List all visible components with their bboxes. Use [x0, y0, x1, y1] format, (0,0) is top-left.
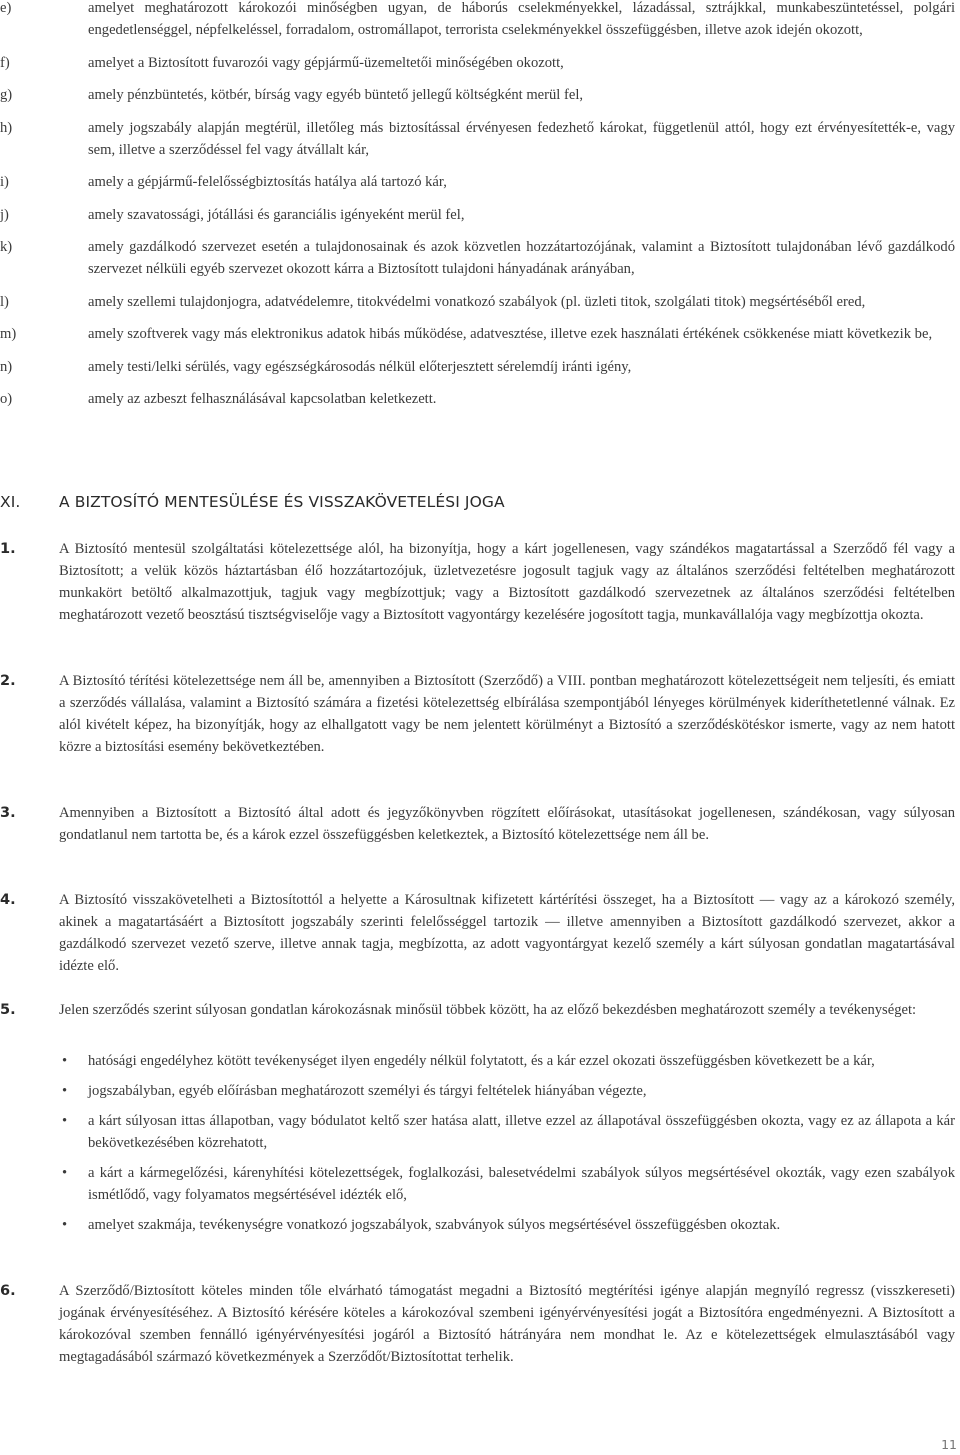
bullet-item — [0, 1080, 960, 1102]
list-item-text: amely jogszabály alapján megtérül, illetőleg más biztosítással érvényesen fedezhető károkat, függetlenül attól, hogy ezt érvényesítették-e, vagy sem, illetve a szerződéssel fel vagy átvállalt kár, — [88, 119, 955, 158]
list-item — [0, 204, 960, 226]
list-item — [0, 291, 960, 313]
list-item-label: n) — [0, 358, 13, 375]
list-item-text: amely gazdálkodó szervezet esetén a tulajdonosainak és azok közvetlen hozzátartozójának, valamint a Biztosított tulajdonában lévő gazdálkodó szervezet nélküli egyéb szervezet okozott kárra a Biztosított tulajdoni hányadának arányában, — [88, 239, 955, 277]
bullet-item — [0, 1162, 960, 1206]
bullet-list — [0, 1050, 960, 1244]
paragraph-number: 2. — [0, 673, 16, 689]
list-item-label: h) — [0, 119, 13, 136]
list-item-label: j) — [0, 206, 9, 223]
list-item — [0, 356, 960, 378]
list-item-label: f) — [0, 54, 10, 71]
list-item-text: amely pénzbüntetés, kötbér, bírság vagy egyéb büntető jellegű költségként merül fel, — [88, 87, 584, 103]
bullet-icon: • — [62, 1053, 68, 1069]
paragraph-text: Jelen szerződés szerint súlyosan gondatlan károkozásnak minősül többek között, ha az előző bekezdésben meghatározott személy a tevékenységet: — [59, 1002, 917, 1018]
list-item-label: o) — [0, 391, 13, 407]
bullet-text: amelyet szakmája, tevékenységre vonatkozó jogszabályok, szabványok súlyos megsértésével összefüggésben okoztak. — [88, 1217, 781, 1233]
list-item — [0, 117, 960, 161]
list-item — [0, 388, 960, 410]
paragraph-text: A Biztosító mentesül szolgáltatási kötelezettsége alól, ha bizonyítja, hogy a kárt jogellenesen, vagy szándékos magatartással a Szerződő fél vagy a Biztosított; a velük közös háztartásban élő hozzátartozójuk, üzletvezetésre jogosult tagjuk vagy az általános szerződési feltételben meghatározott munkakört betöltő alkalmazottjuk, tagjuk vagy megbízottjuk; vagy a Biztosított gazdálkodó szervezetnek az általános szerződési feltételben meghatározott vezető beosztású tisztségviselője vagy a Biztosított vagyontárgy kezelésére jogosított tagja, munkavállalója vagy megbízottja okozta. — [59, 541, 955, 623]
list-item-text: amely az azbeszt felhasználásával kapcsolatban keletkezett. — [88, 391, 437, 407]
list-item-text: amely szellemi tulajdonjogra, adatvédelemre, titokvédelmi vonatkozó szabályok (pl. üzleti titok, szolgálati titok) megsértéséből ered, — [88, 293, 866, 310]
bullet-item — [0, 1050, 960, 1072]
paragraph-text: A Biztosító térítési kötelezettsége nem áll be, amennyiben a Biztosított (Szerződő) a VIII. pontban meghatározott kötelezettségeit nem teljesíti, és emiatt a szerződés vállalása, valamint a Biztosító számára a fizetési kötelezettség elbírálása szempontjából lényeges körülmények kideríthetetlenné válnak. Ez alól kivételt képez, ha bizonyítják, hogy az elhallgatott vagy be nem jelentett körülményt a Biztosító a szerződéskötéskor ismerte, vagy az nem hatott közre a biztosítási esemény bekövetkeztében. — [59, 673, 955, 755]
numbered-paragraph — [0, 802, 960, 846]
bullet-text: a kárt a kármegelőzési, kárenyhítési kötelezettségek, foglalkozási, balesetvédelmi szabályok súlyos megsértésével okozták, vagy ezen szabályok ismétlődő, vagy folyamatos megsértésével idézték elő, — [88, 1165, 955, 1203]
bullet-text: jogszabályban, egyéb előírásban meghatározott személyi és tárgyi feltételek hiányában végezte, — [88, 1083, 647, 1099]
section-number: XI. — [0, 493, 21, 511]
bullet-item — [0, 1214, 960, 1236]
exclusion-list — [0, 0, 960, 421]
list-item — [0, 52, 960, 74]
paragraph-number: 6. — [0, 1283, 16, 1299]
list-item — [0, 84, 960, 106]
page-number: 11 — [941, 1437, 957, 1452]
list-item — [0, 236, 960, 280]
paragraph-number: 4. — [0, 892, 16, 908]
list-item-text: amely a gépjármű-felelősségbiztosítás hatálya alá tartozó kár, — [88, 174, 447, 190]
bullet-text: a kárt súlyosan ittas állapotban, vagy bódulatot keltő szer hatása alatt, illetve ezzel az állapotával összefüggésben okozta, vagy ez az állapota a kár bekövetkezésében közrehatott, — [88, 1113, 955, 1151]
bullet-icon: • — [62, 1083, 68, 1099]
section-title: A BIZTOSÍTÓ MENTESÜLÉSE ÉS VISSZAKÖVETELÉSI JOGA — [59, 493, 505, 511]
numbered-paragraph — [0, 889, 960, 977]
list-item-text: amely testi/lelki sérülés, vagy egészségkárosodás nélkül előterjesztett sérelemdíj iránti igény, — [88, 358, 632, 375]
list-item-label: l) — [0, 293, 9, 310]
numbered-paragraph — [0, 999, 960, 1021]
bullet-icon: • — [62, 1113, 68, 1129]
bullet-text: hatósági engedélyhez kötött tevékenységet ilyen engedély nélkül folytatott, és a kár ezzel okozati összefüggésben következett be a kár, — [88, 1053, 875, 1069]
numbered-paragraph — [0, 538, 960, 626]
bullet-icon: • — [62, 1165, 68, 1181]
bullet-item — [0, 1110, 960, 1154]
numbered-paragraph — [0, 670, 960, 758]
list-item-text: amelyet a Biztosított fuvarozói vagy gépjármű-üzemeltetői minőségében okozott, — [88, 54, 564, 71]
bullet-icon: • — [62, 1217, 68, 1233]
list-item-text: amely szoftverek vagy más elektronikus adatok hibás működése, adatvesztése, illetve ezek használati értékének csökkenése miatt következik be, — [88, 326, 933, 342]
list-item-label: e) — [0, 0, 12, 16]
numbered-paragraph — [0, 1280, 960, 1368]
paragraph-number: 5. — [0, 1002, 16, 1018]
list-item — [0, 0, 960, 41]
list-item-text: amely szavatossági, jótállási és garanciális igényeként merül fel, — [88, 206, 465, 223]
list-item-label: m) — [0, 326, 17, 342]
list-item-label: g) — [0, 87, 13, 103]
list-item-label: k) — [0, 239, 13, 255]
list-item — [0, 171, 960, 193]
list-item-text: amelyet meghatározott károkozói minőségben ugyan, de háborús cselekményekkel, lázadással, sztrájkkal, munkabeszüntetéssel, polgári engedetlenséggel, népfelkeléssel, forradalom, ostromállapot, terrorista cselekményekkel összefüggésben, illetve azok idején okozott, — [88, 0, 955, 38]
list-item — [0, 323, 960, 345]
paragraph-text: A Szerződő/Biztosított köteles minden tőle elvárható támogatást megadni a Biztosító megtérítési igénye alapján megnyíló regressz (visszkereseti) jogának érvényesítéséhez. A Biztosító kérésére köteles a károkozóval szembeni igényérvényesítési jogát a Biztosítóra engedményezni. A Biztosított a károkozóval szemben fennálló igényérvényesítési jogáról a Biztosító hátrányára nem mondhat le. Az e kötelezettségek elmulasztásából vagy megtagadásából származó következmények a Szerződőt/Biztosítottat terhelik. — [59, 1283, 955, 1365]
list-item-label: i) — [0, 174, 9, 190]
paragraph-text: A Biztosító visszakövetelheti a Biztosítottól a helyette a Károsultnak kifizetett kártérítési összeget, ha a Biztosított — vagy az a károkozó személy, akinek a magatartásáért a Biztosított jogszabály szerinti felelősséggel tartozik — illetve amennyiben a Biztosított gazdálkodó szervezet, akkor a gazdálkodó szervezet vezető szerve, illetve annak tagja, megbízotta, az adott vagyontárgyat kezelő személy a kárt súlyosan gondatlan magatartásával idézte elő. — [59, 892, 955, 974]
paragraph-number: 3. — [0, 805, 16, 821]
paragraph-text: Amennyiben a Biztosított a Biztosító által adott és jegyzőkönyvben rögzített előírásokat, utasításokat jogellenesen, szándékosan, vagy súlyosan gondatlanul nem tartotta be, és a károk ezzel összefüggésben keletkeztek, a Biztosító kötelezettsége nem áll be. — [59, 805, 955, 843]
paragraph-number: 1. — [0, 541, 16, 557]
